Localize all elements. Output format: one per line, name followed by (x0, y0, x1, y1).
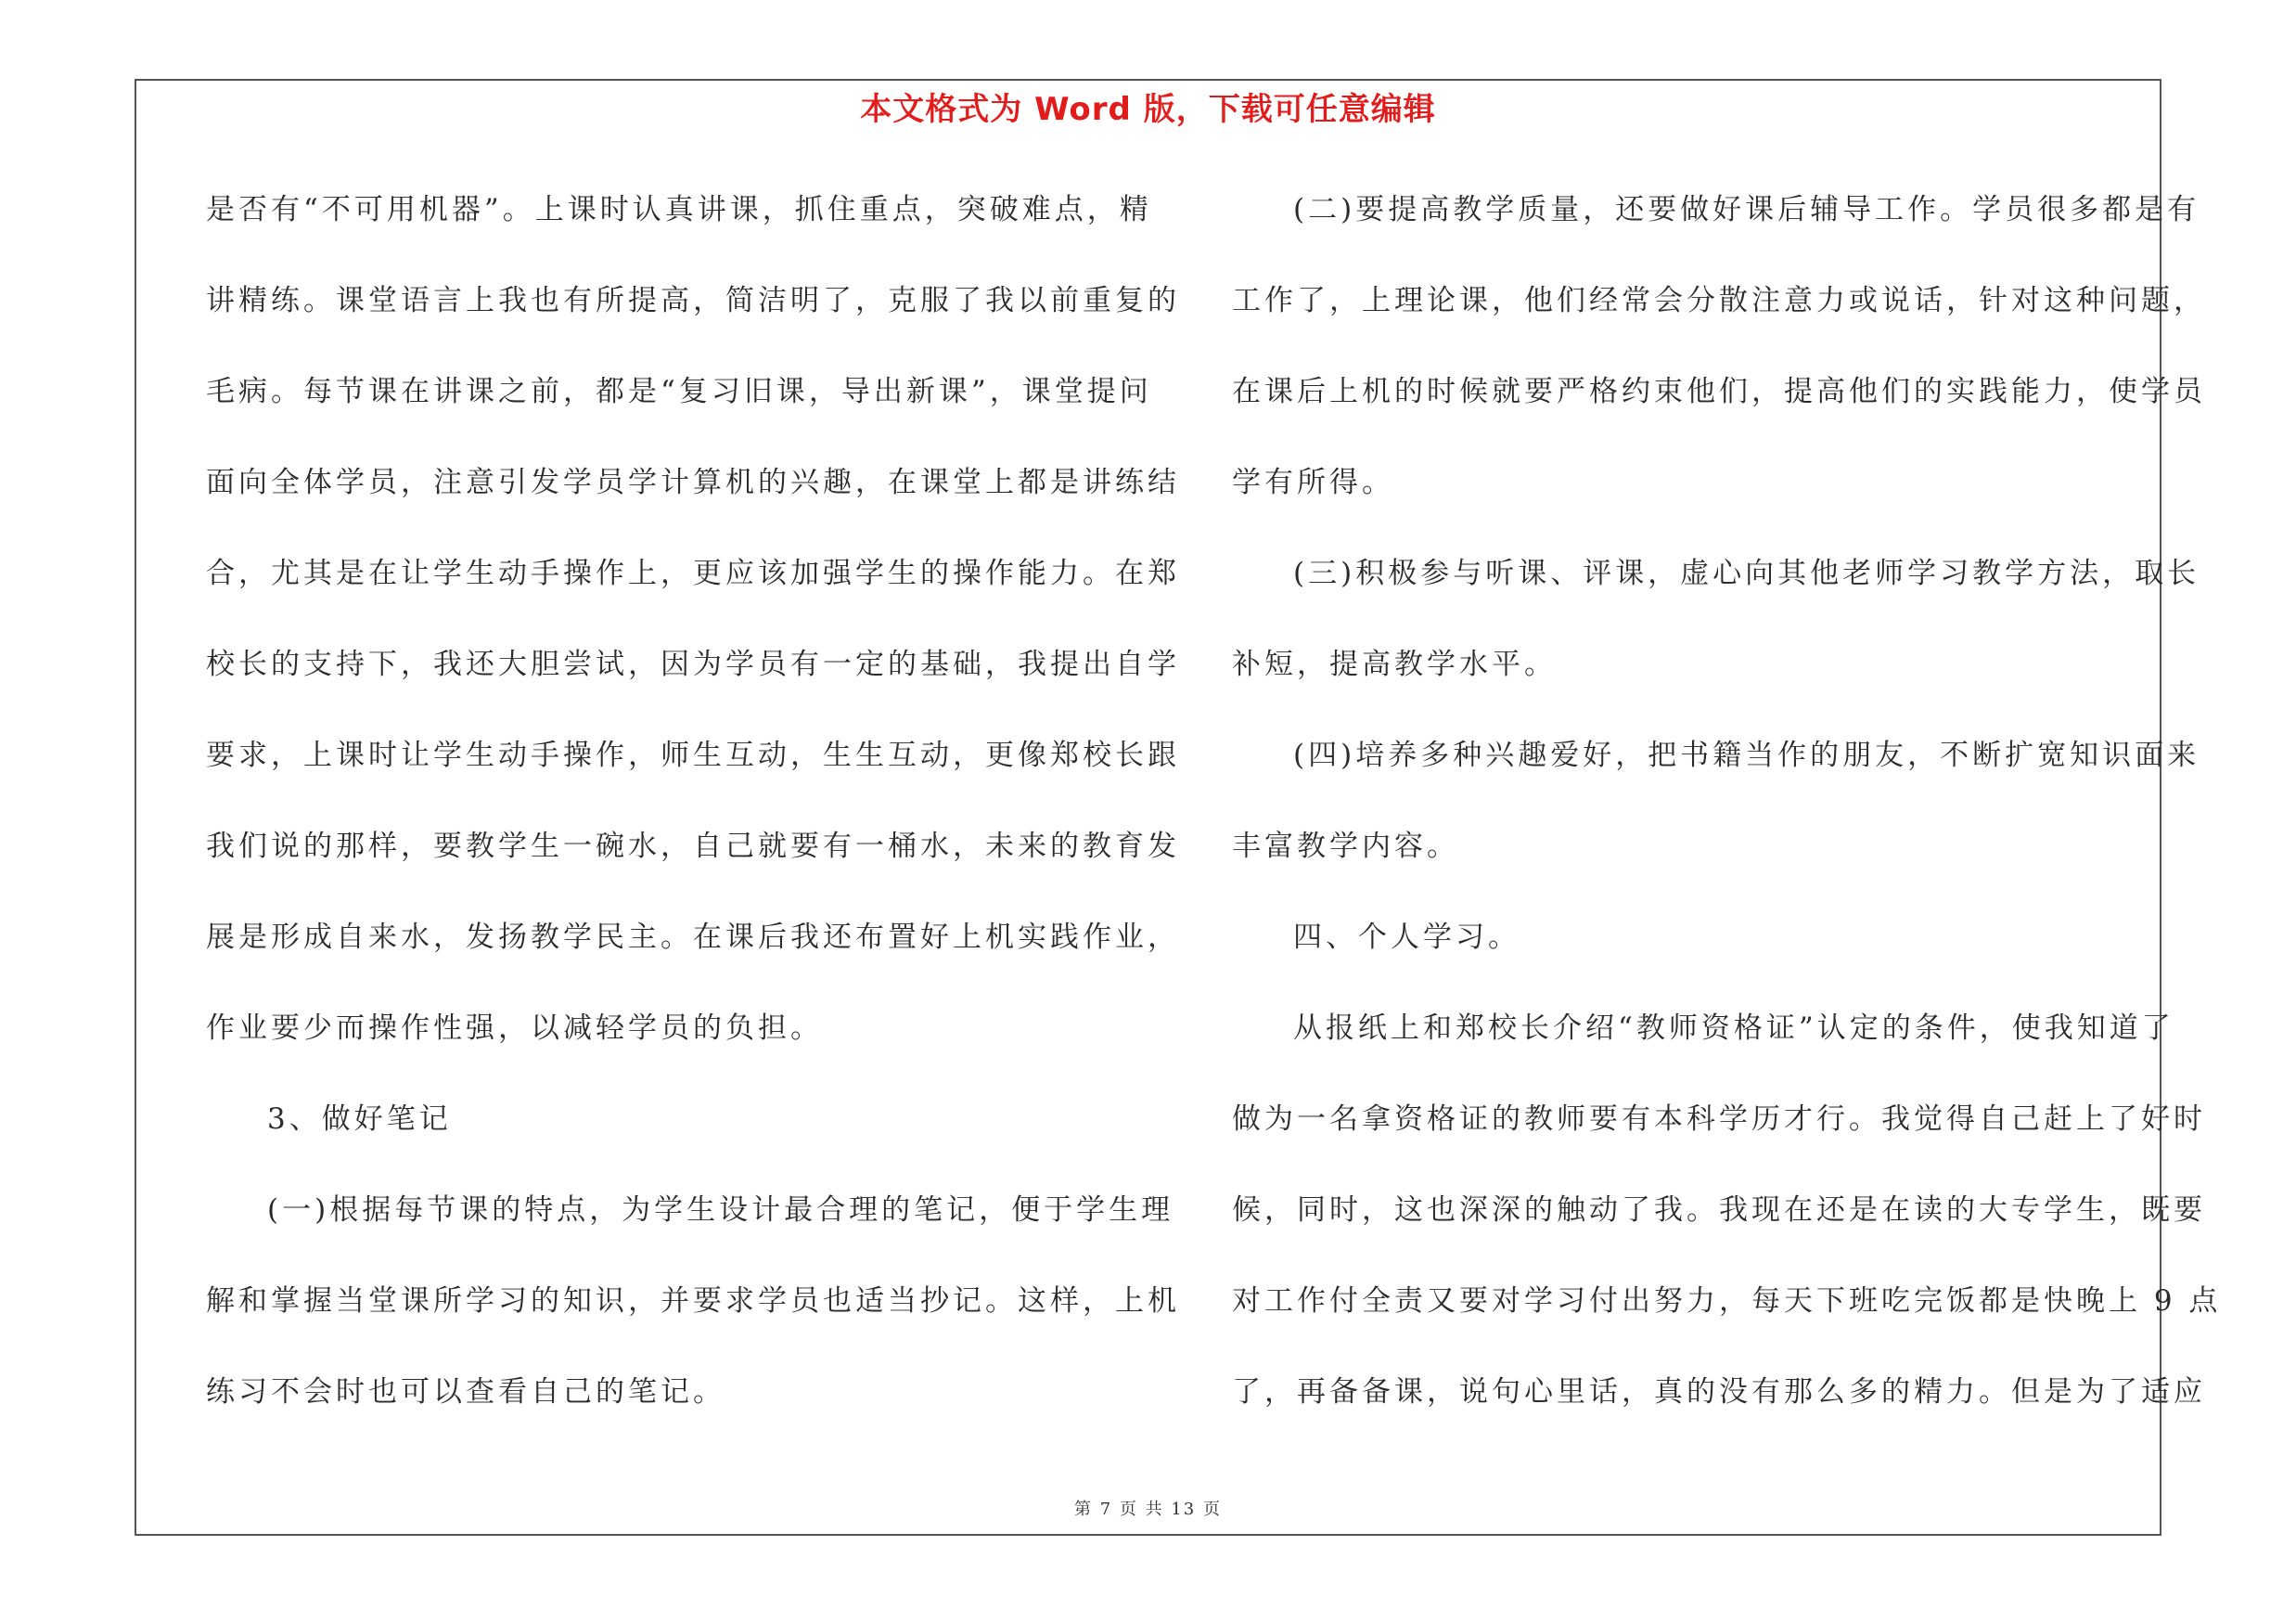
text-line: 解和掌握当堂课所学习的知识，并要求学员也适当抄记。这样，上机 (206, 1284, 1180, 1318)
text-line: 校长的支持下，我还大胆尝试，因为学员有一定的基础，我提出自学 (206, 648, 1180, 681)
text-line: (二)要提高教学质量，还要做好课后辅导工作。学员很多都是有 (1293, 193, 2200, 226)
text-line: 我们说的那样，要教学生一碗水，自己就要有一桶水，未来的教育发 (206, 830, 1180, 863)
right-text-column (1232, 182, 2222, 1455)
text-line: 丰富教学内容。 (1232, 830, 1459, 863)
text-line: 了，再备备课，说句心里话，真的没有那么多的精力。但是为了适应 (1232, 1375, 2206, 1409)
document-banner: 本文格式为 Word 版，下载可任意编辑 (860, 91, 1436, 128)
text-line: (三)积极参与听课、评课，虚心向其他老师学习教学方法，取长 (1293, 557, 2200, 590)
text-line: 展是形成自来水，发扬教学民主。在课后我还布置好上机实践作业， (206, 921, 1180, 954)
text-line: 补短，提高教学水平。 (1232, 648, 1557, 681)
left-text-column (206, 182, 1180, 1455)
text-line: 讲精练。课堂语言上我也有所提高，简洁明了，克服了我以前重复的 (206, 284, 1180, 317)
text-line: 对工作付全责又要对学习付出努力，每天下班吃完饭都是快晚上 9 点 (1232, 1284, 2222, 1318)
text-line: (四)培养多种兴趣爱好，把书籍当作的朋友，不断扩宽知识面来 (1293, 739, 2200, 772)
text-line: 从报纸上和郑校长介绍“教师资格证”认定的条件，使我知道了 (1293, 1011, 2174, 1045)
text-line: 在课后上机的时候就要严格约束他们，提高他们的实践能力，使学员 (1232, 375, 2206, 408)
text-line: 合，尤其是在让学生动手操作上，更应该加强学生的操作能力。在郑 (206, 557, 1180, 590)
text-line: (一)根据每节课的特点，为学生设计最合理的笔记，便于学生理 (267, 1193, 1174, 1227)
text-line: 作业要少而操作性强，以减轻学员的负担。 (206, 1011, 823, 1045)
text-line: 面向全体学员，注意引发学员学计算机的兴趣，在课堂上都是讲练结 (206, 466, 1180, 499)
text-line: 四、个人学习。 (1293, 921, 1520, 954)
text-line: 3、做好笔记 (267, 1102, 452, 1136)
text-line: 候，同时，这也深深的触动了我。我现在还是在读的大专学生，既要 (1232, 1193, 2206, 1227)
text-line: 练习不会时也可以查看自己的笔记。 (206, 1375, 725, 1409)
text-line: 学有所得。 (1232, 466, 1394, 499)
text-line: 毛病。每节课在讲课之前，都是“复习旧课，导出新课”，课堂提问 (206, 375, 1152, 408)
page-number-footer: 第 7 页 共 13 页 (1074, 1500, 1222, 1519)
text-line: 工作了，上理论课，他们经常会分散注意力或说话，针对这种问题， (1232, 284, 2206, 317)
text-line: 是否有“不可用机器”。上课时认真讲课，抓住重点，突破难点，精 (206, 193, 1152, 226)
text-line: 做为一名拿资格证的教师要有本科学历才行。我觉得自己赶上了好时 (1232, 1102, 2206, 1136)
text-line: 要求，上课时让学生动手操作，师生互动，生生互动，更像郑校长跟 (206, 739, 1180, 772)
